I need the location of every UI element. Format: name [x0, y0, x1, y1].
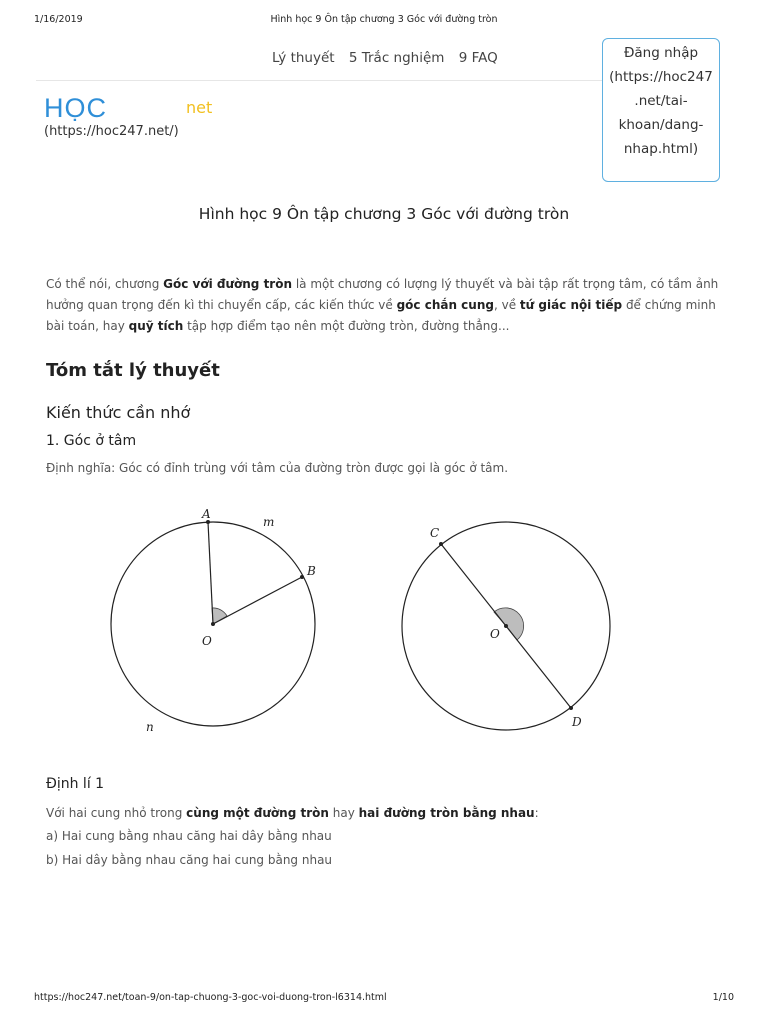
theorem-bold: hai đường tròn bằng nhau	[358, 806, 535, 820]
print-footer	[34, 992, 734, 1006]
label-d: D	[572, 715, 582, 729]
login-url-line: .net/tai-	[634, 93, 688, 109]
theorem-bold: cùng một đường tròn	[186, 806, 329, 820]
login-url-line: khoan/dang-	[618, 117, 704, 133]
theorem-item-b: b) Hai dây bằng nhau căng hai cung bằng nhau	[46, 853, 333, 867]
point-o2	[504, 624, 508, 628]
intro-text: để chứng minh bài toán, hay	[46, 298, 716, 333]
point-o1	[211, 622, 215, 626]
label-o2: O	[490, 627, 500, 641]
nav-link-quiz[interactable]: 5 Trắc nghiệm	[348, 50, 445, 66]
nav-link-theory[interactable]: Lý thuyết	[272, 50, 335, 66]
heading-remember: Kiến thức cần nhớ	[46, 403, 191, 422]
definition-text: Định nghĩa: Góc có đỉnh trùng với tâm của đường tròn được gọi là góc ở tâm.	[46, 461, 509, 475]
print-title: Hình học 9 Ôn tập chương 3 Góc với đường tròn	[270, 14, 498, 25]
intro-bold: quỹ tích	[128, 319, 184, 333]
theorem-intro	[46, 806, 539, 820]
theorem-text: Với hai cung nhỏ trong	[46, 806, 187, 820]
label-b: B	[307, 564, 316, 578]
intro-text: , về	[493, 298, 520, 312]
label-m: m	[263, 515, 275, 529]
intro-text: tập hợp điểm tạo nên một đường tròn, đường thẳng...	[183, 319, 510, 333]
point-c	[439, 542, 443, 546]
logo-brand: HỌC	[44, 93, 107, 123]
logo-suffix: net	[186, 98, 213, 117]
heading-central-angle: 1. Góc ở tâm	[46, 433, 137, 449]
point-d	[569, 706, 573, 710]
footer-url: https://hoc247.net/toan-9/on-tap-chuong-3-goc-voi-duong-tron-l6314.html	[34, 992, 387, 1003]
print-date: 1/16/2019	[34, 14, 83, 25]
theorem-text: :	[534, 806, 539, 820]
figure-svg	[80, 495, 660, 755]
intro-text: là một chương có lượng lý thuyết và bài tập rất trọng tâm, có tầm ảnh hưởng quan trọng đến kì thi chuyển cấp, các kiến thức về	[46, 277, 719, 312]
angle-marker-aob	[212, 608, 227, 624]
heading-theorem-1: Định lí 1	[46, 776, 105, 792]
label-o1: O	[202, 634, 212, 648]
nav-divider	[36, 80, 602, 81]
login-button[interactable]	[602, 38, 720, 182]
login-url-line: nhap.html)	[623, 141, 699, 157]
nav-link-faq[interactable]: 9 FAQ	[458, 50, 498, 66]
point-b	[300, 575, 304, 579]
intro-paragraph	[46, 274, 726, 337]
label-a: A	[202, 507, 211, 521]
radius-oa	[208, 522, 213, 624]
intro-text: Có thể nói, chương	[46, 277, 164, 291]
intro-bold: Góc với đường tròn	[163, 277, 293, 291]
intro-bold: góc chắn cung	[396, 298, 494, 312]
intro-bold: tứ giác nội tiếp	[519, 298, 623, 312]
site-logo[interactable]	[44, 94, 224, 122]
logo-url[interactable]: (https://hoc247.net/)	[44, 124, 179, 139]
radius-ob	[213, 577, 302, 624]
theorem-text: hay	[328, 806, 359, 820]
label-n: n	[146, 720, 154, 734]
top-nav	[272, 50, 498, 66]
theorem-item-a: a) Hai cung bằng nhau căng hai dây bằng nhau	[46, 829, 332, 843]
heading-summary: Tóm tắt lý thuyết	[46, 360, 220, 381]
login-url-line: (https://hoc247	[609, 69, 713, 85]
central-angle-figure	[80, 495, 660, 755]
page-number: 1/10	[712, 992, 734, 1003]
login-label: Đăng nhập	[623, 45, 699, 61]
page-title: Hình học 9 Ôn tập chương 3 Góc với đường tròn	[198, 205, 570, 223]
print-header	[34, 14, 734, 28]
label-c: C	[430, 526, 440, 540]
